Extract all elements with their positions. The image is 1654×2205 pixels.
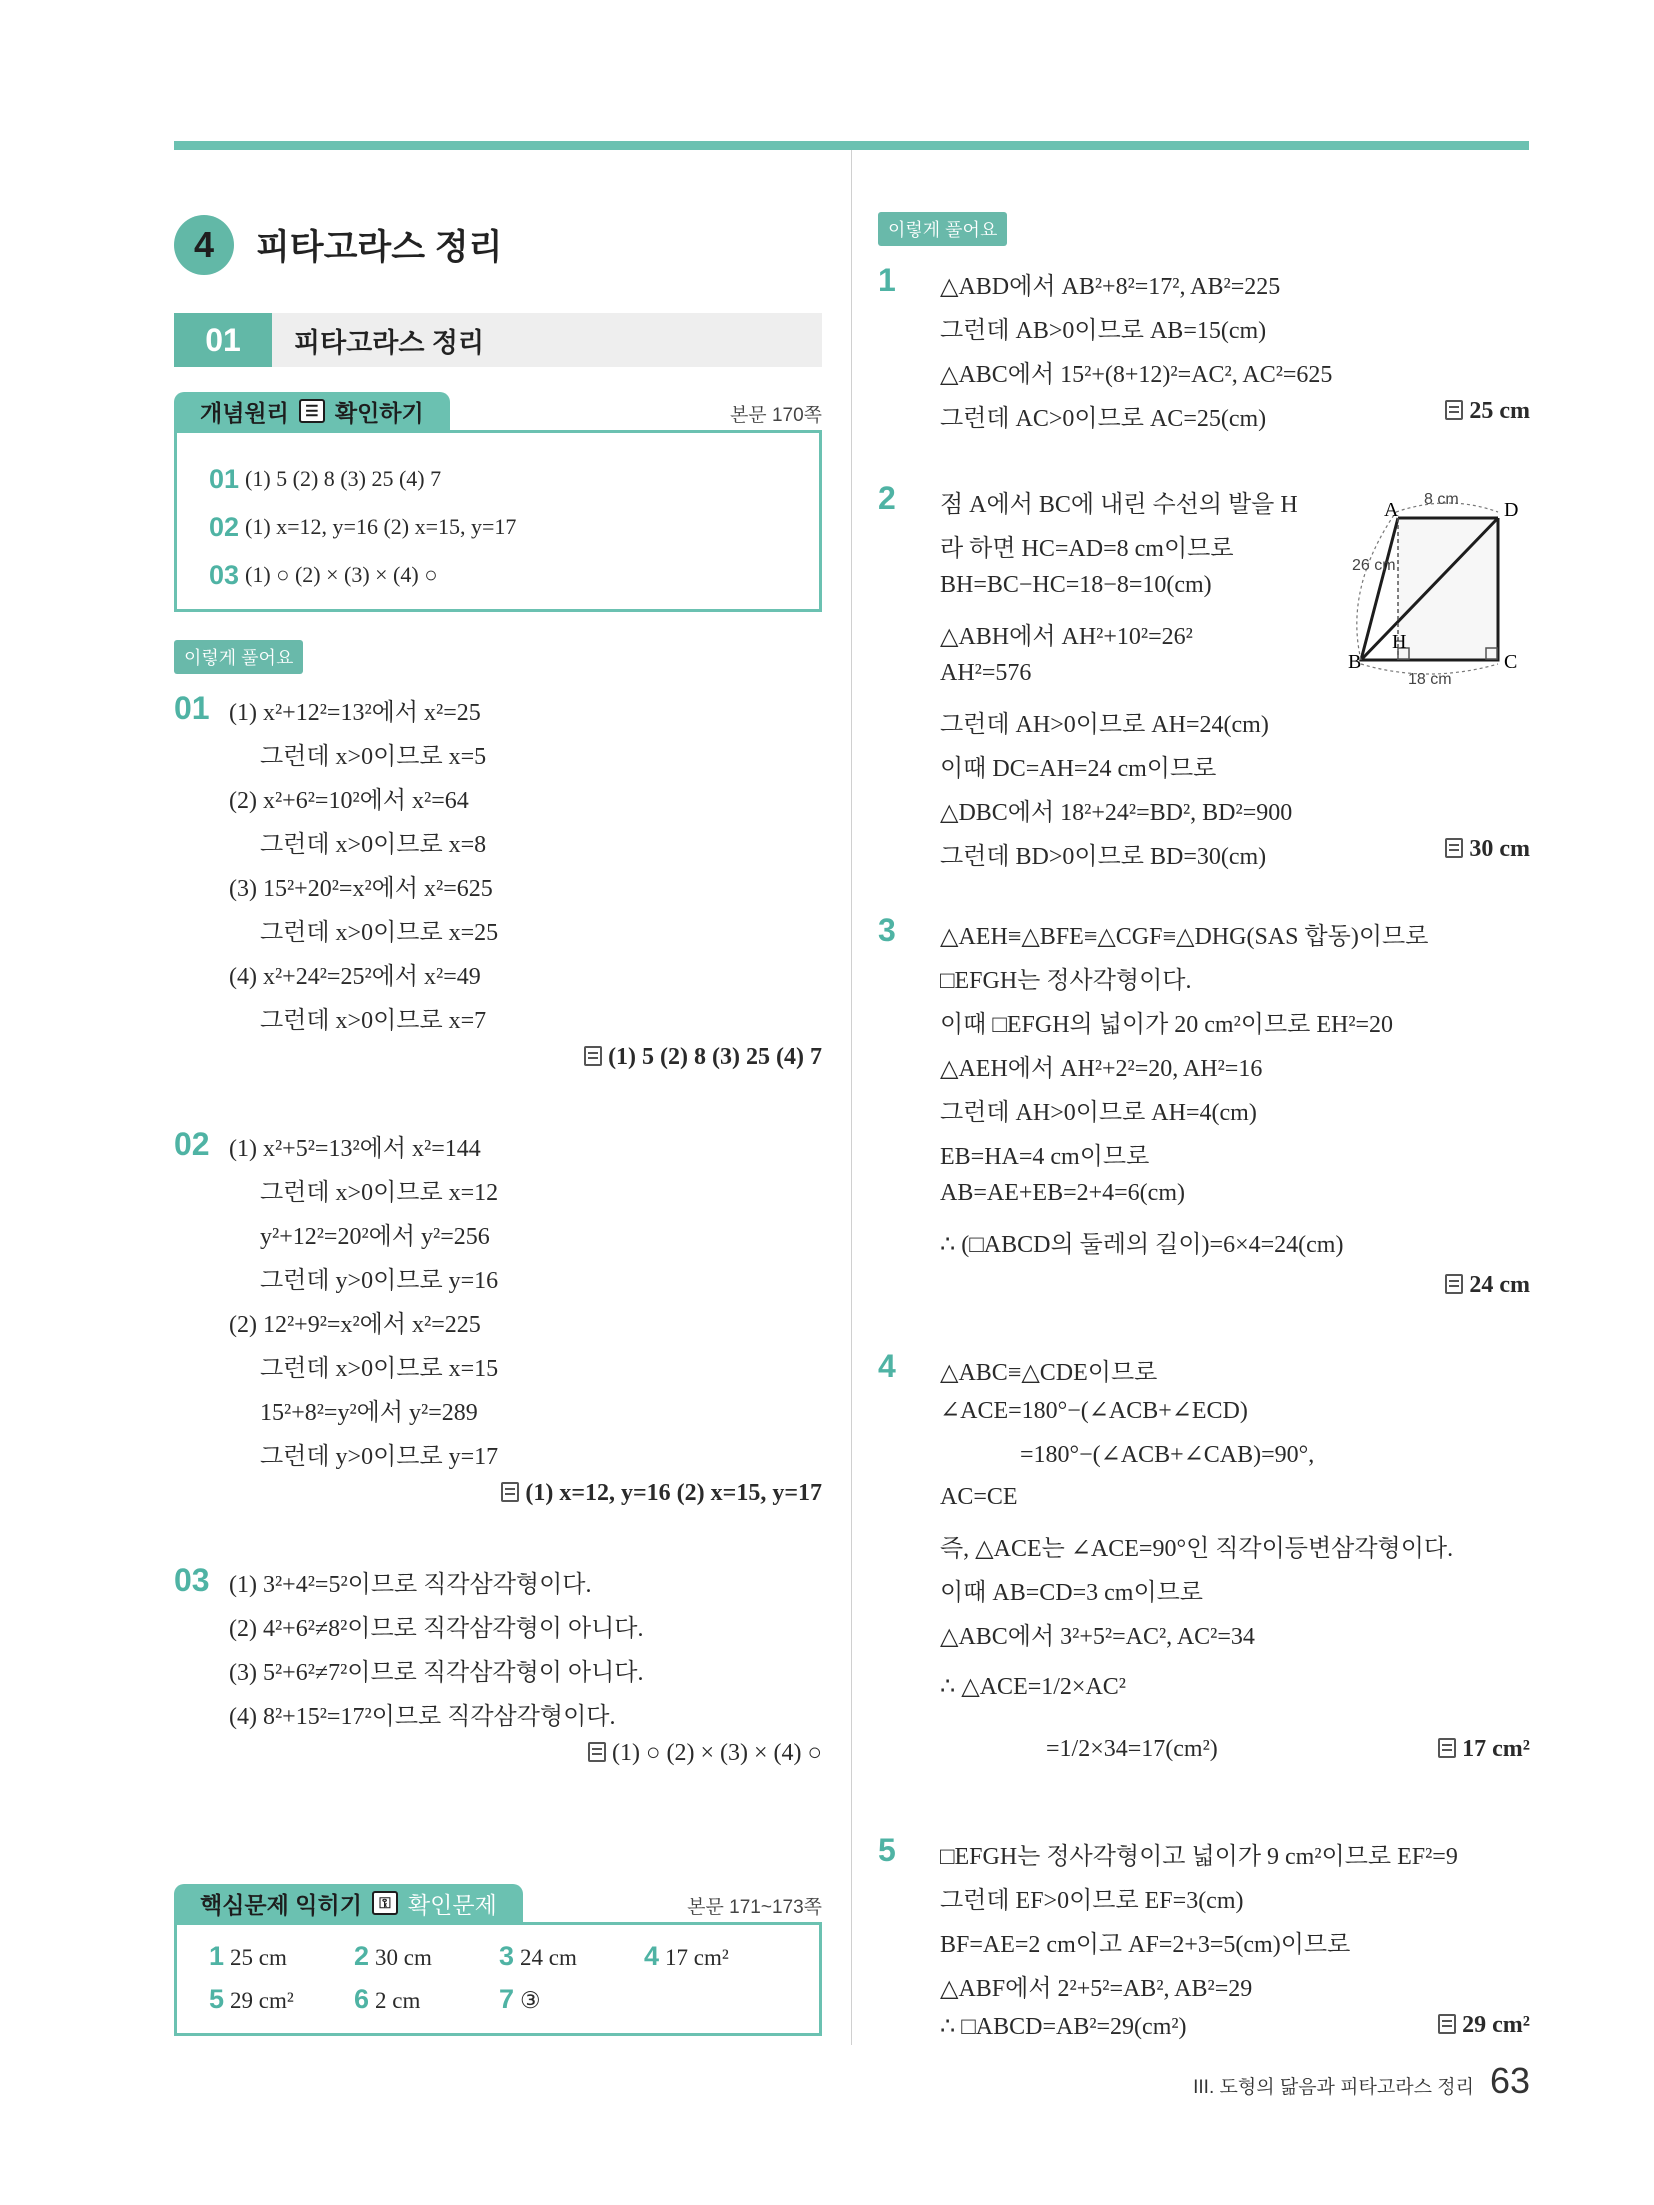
- solve-tag: 이렇게 풀어요: [174, 640, 303, 674]
- side-arc: [1357, 512, 1396, 660]
- solution-line: AC=CE: [940, 1484, 1018, 1510]
- core-item-text: ③: [520, 1988, 541, 2013]
- core-item-num: 2: [354, 1941, 370, 1971]
- answer-icon: [1438, 2014, 1456, 2034]
- chapter-number: 4: [174, 215, 234, 275]
- answer-line: [1438, 2012, 1530, 2039]
- solution-line: 그런데 y>0이므로 y=17: [260, 1444, 499, 1470]
- solution-line: 즉, △ACE는 ∠ACE=90°인 직각이등변삼각형이다.: [940, 1536, 1454, 1562]
- solution-line: (1) x²+5²=13²에서 x²=144: [229, 1136, 481, 1162]
- solution-line: 라 하면 HC=AD=8 cm이므로: [940, 536, 1234, 562]
- solution-line: 그런데 x>0이므로 x=8: [260, 832, 487, 858]
- solution-line: ∠ACE=180°−(∠ACB+∠ECD): [940, 1398, 1248, 1424]
- core-item-num: 6: [354, 1984, 370, 2014]
- solution-line: (3) 5²+6²≠7²이므로 직각삼각형이 아니다.: [229, 1660, 644, 1686]
- core-item-text: 30 cm: [375, 1945, 432, 1970]
- answer-icon: [1445, 1274, 1463, 1294]
- core-item-text: 2 cm: [375, 1988, 421, 2013]
- answer-text: 30 cm: [1469, 836, 1530, 862]
- solution-line: (3) 15²+20²=x²에서 x²=625: [229, 876, 493, 902]
- concept-line-num: 02: [209, 511, 240, 542]
- answer-icon: [1445, 400, 1463, 420]
- concept-line-text: (1) ○ (2) × (3) × (4) ○: [245, 562, 438, 587]
- concept-tab: [174, 392, 450, 430]
- solution-line: △AEH에서 AH²+2²=20, AH²=16: [940, 1056, 1263, 1082]
- answer-line: [584, 1044, 822, 1071]
- solution-line: 그런데 x>0이므로 x=15: [260, 1356, 499, 1382]
- core-answer-box: [174, 1922, 822, 2036]
- solution-line: ∴ (□ABCD의 둘레의 길이)=6×4=24(cm): [940, 1232, 1344, 1258]
- column-divider: [851, 150, 852, 2045]
- solution-line: □EFGH는 정사각형이고 넓이가 9 cm²이므로 EF²=9: [940, 1844, 1458, 1870]
- checklist-icon: ☰: [299, 399, 325, 423]
- concept-line: [209, 455, 819, 503]
- chapter-title: 피타고라스 정리: [256, 228, 503, 267]
- solution-line: (4) x²+24²=25²에서 x²=49: [229, 964, 481, 990]
- trapezoid-figure: [1348, 488, 1531, 688]
- solution-line: 이때 □EFGH의 넓이가 20 cm²이므로 EH²=20: [940, 1012, 1394, 1038]
- right-problem-3: [878, 912, 1530, 1312]
- answer-text: 17 cm²: [1462, 1736, 1530, 1762]
- solution-line: (1) x²+12²=13²에서 x²=25: [229, 700, 481, 726]
- right-problem-5: [878, 1832, 1530, 2052]
- right-problem-1: [878, 262, 1530, 442]
- answer-line: [588, 1740, 822, 1767]
- answer-line: [1445, 836, 1530, 863]
- label-b: B: [1348, 651, 1362, 673]
- solution-line: BH=BC−HC=18−8=10(cm): [940, 572, 1212, 598]
- answer-icon: [1438, 1738, 1456, 1758]
- core-item: [499, 1984, 644, 2015]
- section-number: 01: [174, 313, 272, 367]
- core-tab-sub: 확인문제: [407, 1891, 497, 1918]
- core-item-num: 5: [209, 1984, 225, 2014]
- concept-tab-row: [174, 392, 822, 430]
- core-item-text: 17 cm²: [665, 1945, 729, 1970]
- page-footer: [1193, 2060, 1530, 2102]
- answer-text: 24 cm: [1469, 1272, 1530, 1298]
- section-title: 피타고라스 정리: [294, 327, 485, 358]
- concept-line-text: (1) x=12, y=16 (2) x=15, y=17: [245, 514, 517, 539]
- core-item: [644, 1941, 789, 1972]
- core-item: [354, 1941, 499, 1972]
- problem-number: 4: [878, 1348, 896, 1384]
- footer-chapter-text: III. 도형의 닮음과 피타고라스 정리: [1193, 2077, 1474, 2098]
- problem-number: 3: [878, 912, 896, 948]
- answer-text: (1) x=12, y=16 (2) x=15, y=17: [525, 1480, 822, 1506]
- problem-number: 02: [174, 1126, 210, 1162]
- label-d: D: [1504, 499, 1519, 521]
- solution-line: 15²+8²=y²에서 y²=289: [260, 1400, 478, 1426]
- core-item-num: 1: [209, 1941, 225, 1971]
- answer-line: [1445, 398, 1530, 425]
- left-problem-02: [174, 1126, 822, 1516]
- solution-line: 그런데 y>0이므로 y=16: [260, 1268, 499, 1294]
- core-item: [354, 1984, 499, 2015]
- solution-line: △DBC에서 18²+24²=BD², BD²=900: [940, 800, 1293, 826]
- solution-line: □EFGH는 정사각형이다.: [940, 968, 1192, 994]
- answer-icon: [501, 1482, 519, 1502]
- solution-line: AB=AE+EB=2+4=6(cm): [940, 1180, 1185, 1206]
- solution-line: 이때 AB=CD=3 cm이므로: [940, 1580, 1203, 1606]
- core-item-num: 4: [644, 1941, 660, 1971]
- core-item: [209, 1984, 354, 2015]
- answer-text: (1) 5 (2) 8 (3) 25 (4) 7: [608, 1044, 822, 1070]
- answer-icon: [588, 1742, 606, 1762]
- label-top-length: 8 cm: [1424, 491, 1459, 508]
- answer-text: (1) ○ (2) × (3) × (4) ○: [612, 1740, 822, 1766]
- concept-answer-box: [174, 430, 822, 612]
- concept-line: [209, 551, 819, 599]
- solution-line: 그런데 AC>0이므로 AC=25(cm): [940, 406, 1267, 432]
- page-number: 63: [1489, 2060, 1530, 2101]
- solution-line: △ABH에서 AH²+10²=26²: [940, 624, 1193, 650]
- answer-icon: [1445, 838, 1463, 858]
- problem-number: 1: [878, 262, 896, 298]
- label-side-length: 26 cm: [1352, 557, 1396, 574]
- solution-line: 점 A에서 BC에 내린 수선의 발을 H: [940, 492, 1298, 518]
- solution-line: ∴ △ACE=1/2×AC²: [940, 1674, 1126, 1700]
- core-answer-grid: [209, 1941, 819, 2015]
- chapter-heading: [174, 215, 502, 275]
- answer-line: [1438, 1736, 1530, 1763]
- solution-line: △ABC에서 3²+5²=AC², AC²=34: [940, 1624, 1255, 1650]
- answer-line: [501, 1480, 822, 1507]
- core-item-text: 29 cm²: [230, 1988, 294, 2013]
- solution-line: △ABF에서 2²+5²=AB², AB²=29: [940, 1976, 1253, 2002]
- concept-line-num: 01: [209, 463, 240, 494]
- section-bar: [174, 313, 822, 367]
- concept-line-num: 03: [209, 559, 240, 590]
- solution-line: (2) 4²+6²≠8²이므로 직각삼각형이 아니다.: [229, 1616, 644, 1642]
- solution-line: △AEH≡△BFE≡△CGF≡△DHG(SAS 합동)이므로: [940, 924, 1429, 950]
- solution-line: 그런데 x>0이므로 x=7: [260, 1008, 487, 1034]
- solution-line: y²+12²=20²에서 y²=256: [260, 1224, 490, 1250]
- problem-number: 2: [878, 480, 896, 516]
- right-problem-4: [878, 1348, 1530, 1788]
- left-problem-01: [174, 690, 822, 1080]
- solution-line: △ABC≡△CDE이므로: [940, 1360, 1158, 1386]
- trapezoid-fill: [1398, 518, 1498, 660]
- label-c: C: [1504, 651, 1518, 673]
- solution-line: 그런데 BD>0이므로 BD=30(cm): [940, 844, 1267, 870]
- answer-text: 29 cm²: [1462, 2012, 1530, 2038]
- core-item-text: 24 cm: [520, 1945, 577, 1970]
- solution-line: BF=AE=2 cm이고 AF=2+3=5(cm)이므로: [940, 1932, 1351, 1958]
- solution-line: EB=HA=4 cm이므로: [940, 1144, 1150, 1170]
- solution-line: 그런데 x>0이므로 x=5: [260, 744, 487, 770]
- solution-line: ∴ □ABCD=AB²=29(cm²): [940, 2014, 1187, 2040]
- core-item: [209, 1941, 354, 1972]
- solution-line: AH²=576: [940, 660, 1032, 686]
- answer-text: 25 cm: [1469, 398, 1530, 424]
- solution-line: 이때 DC=AH=24 cm이므로: [940, 756, 1217, 782]
- solution-line: =180°−(∠ACB+∠CAB)=90°,: [1020, 1442, 1315, 1468]
- solution-line: △ABC에서 15²+(8+12)²=AC², AC²=625: [940, 362, 1333, 388]
- solution-line: 그런데 AH>0이므로 AH=24(cm): [940, 712, 1269, 738]
- concept-page-ref: 본문 170쪽: [729, 405, 822, 426]
- label-bottom-length: 18 cm: [1408, 671, 1452, 688]
- concept-line: [209, 503, 819, 551]
- answer-line: [1445, 1272, 1530, 1299]
- core-item-text: 25 cm: [230, 1945, 287, 1970]
- left-problem-03: [174, 1562, 822, 1782]
- solution-line: (4) 8²+15²=17²이므로 직각삼각형이다.: [229, 1704, 616, 1730]
- concept-line-text: (1) 5 (2) 8 (3) 25 (4) 7: [245, 466, 442, 491]
- core-tab: [174, 1884, 523, 1922]
- core-item-num: 3: [499, 1941, 515, 1971]
- core-tab-row: [174, 1884, 822, 1922]
- answer-icon: [584, 1046, 602, 1066]
- solve-tag-right: 이렇게 풀어요: [878, 212, 1007, 246]
- concept-tab-sub: 확인하기: [334, 399, 424, 426]
- label-a: A: [1384, 499, 1399, 521]
- concept-tab-label: 개념원리: [200, 399, 289, 426]
- solution-line: 그런데 AH>0이므로 AH=4(cm): [940, 1100, 1257, 1126]
- core-tab-label: 핵심문제 익히기: [200, 1891, 362, 1918]
- problem-number: 03: [174, 1562, 210, 1598]
- core-page-ref: 본문 171~173쪽: [687, 1897, 822, 1918]
- solution-line: 그런데 x>0이므로 x=25: [260, 920, 499, 946]
- label-h: H: [1392, 631, 1407, 653]
- solution-line: 그런데 x>0이므로 x=12: [260, 1180, 499, 1206]
- problem-number: 01: [174, 690, 210, 726]
- core-item: [499, 1941, 644, 1972]
- core-item-num: 7: [499, 1984, 515, 2014]
- solution-line: (2) 12²+9²=x²에서 x²=225: [229, 1312, 481, 1338]
- key-icon: ⚿: [372, 1891, 398, 1915]
- solution-line: =1/2×34=17(cm²): [1046, 1736, 1218, 1762]
- solution-line: 그런데 AB>0이므로 AB=15(cm): [940, 318, 1267, 344]
- solution-line: 그런데 EF>0이므로 EF=3(cm): [940, 1888, 1244, 1914]
- problem-number: 5: [878, 1832, 896, 1868]
- top-rule: [174, 141, 1529, 150]
- solution-line: (1) 3²+4²=5²이므로 직각삼각형이다.: [229, 1572, 592, 1598]
- solution-line: △ABD에서 AB²+8²=17², AB²=225: [940, 274, 1281, 300]
- solution-line: (2) x²+6²=10²에서 x²=64: [229, 788, 469, 814]
